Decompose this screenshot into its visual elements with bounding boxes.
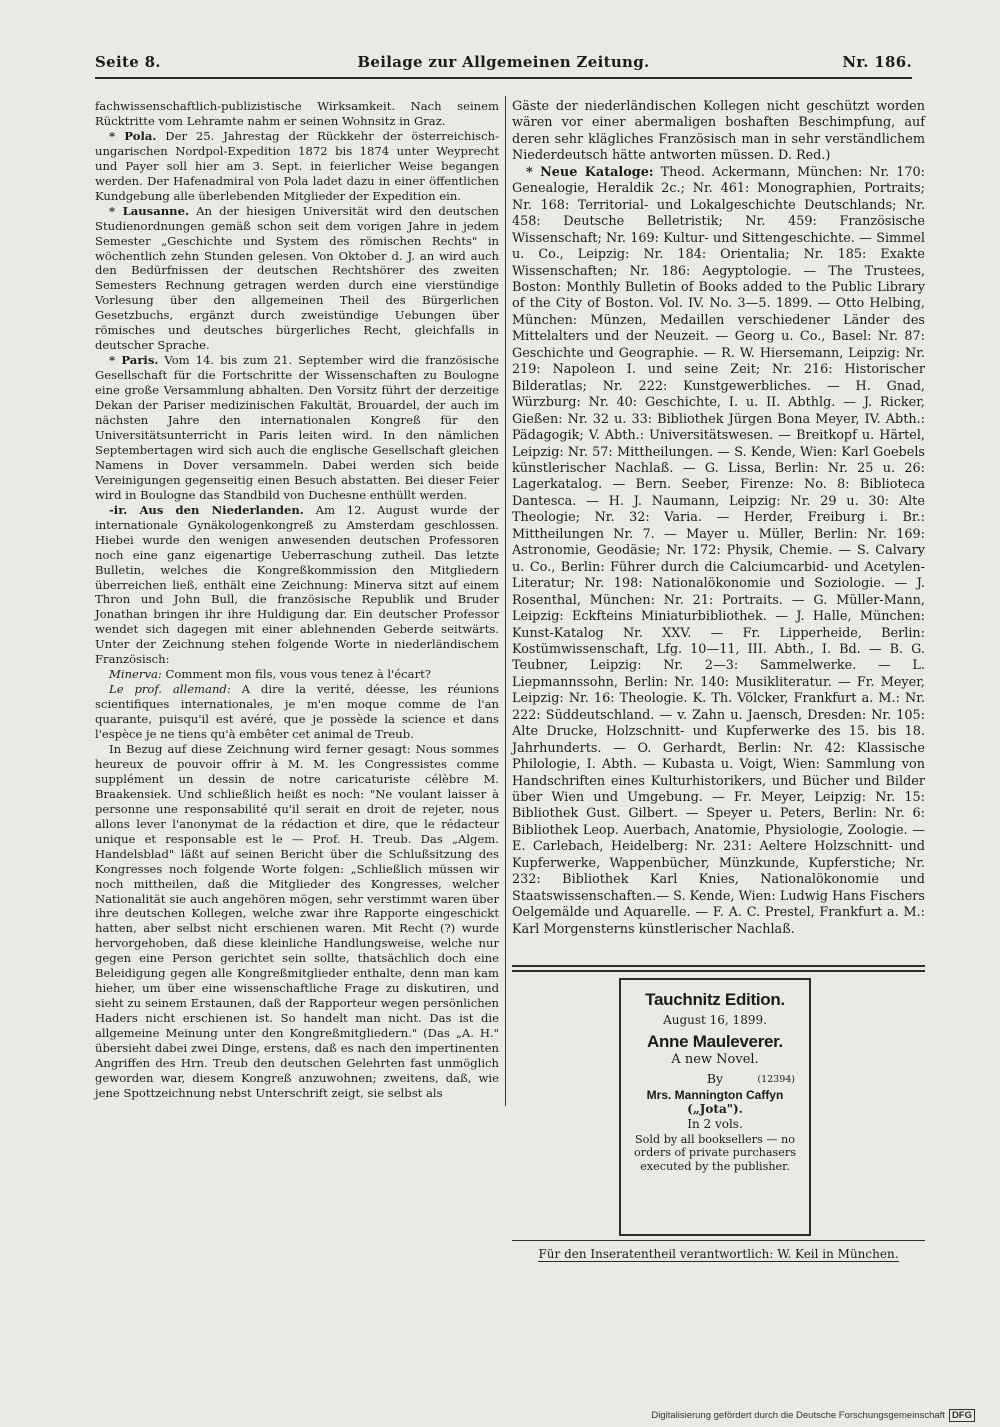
news-item	[95, 204, 499, 354]
advert-novel-title: Anne Mauleverer.	[647, 1031, 783, 1051]
item-heading: * Lausanne.	[109, 203, 189, 218]
advert-by: By	[706, 1070, 724, 1086]
item-text: A dire la verité, déesse, les réunions scientifiques internationales, je m'en moque comme de l'an quarante, puisqu'il est avéré, que je possède la science et dans l'espèce je ne tiens qu'à embêter cet animal de Treub.	[95, 682, 499, 742]
item-heading: Le prof. allemand:	[109, 682, 231, 697]
advert-title: Tauchnitz Edition.	[645, 990, 785, 1009]
advert-volumes: In 2 vols.	[687, 1116, 743, 1131]
advert-author: Mrs. Mannington Caffyn	[646, 1087, 784, 1102]
news-item	[95, 353, 499, 503]
dfg-logo: DFG	[949, 1409, 975, 1422]
advert-separator-top	[512, 965, 925, 967]
news-item	[95, 129, 499, 204]
item-text: Theod. Ackermann, München: Nr. 170: Genealogie, Heraldik 2c.; Nr. 461: Monographien, Portraits; Nr. 168: Territorial- und Lokalgeschichte Deutschlands; Nr. 458: Deutsche Belletristik; Nr. 459: Französische Wissenschaft; Nr. 169: Kultur- und Sittengeschichte. — Simmel u. Co., Leipzig: Nr. 184: Orientalia; Nr. 185: Exakte Wissenschaften; Nr. 186: Aegyptologie. — The Trustees, Boston: Monthly Bulletin of Books added to the Public Library of the City of Boston. Vol. IV. No. 3—5. 1899. — Otto Helbing, München: Münzen, Medaillen verschiedener Länder des Mittelalters und der Neuzeit. — Georg u. Co., Basel: Nr. 87: Geschichte und Geographie. — R. W. Hiersemann, Leipzig: Nr. 219: Napoleon I. und seine Zeit; Nr. 216: Historischer Bilderatlas; Nr. 222: Kunstgewerbliches. — H. Gnad, Würzburg: Nr. 40: Geschichte, I. u. II. Abthlg. — J. Ricker, Gießen: Nr. 32 u. 33: Bibliothek Jürgen Bona Meyer, IV. Abth.: Pädagogik; V. Abth.: Universitätswesen. — Breitkopf u. Härtel, Leipzig: Nr. 57: Mittheilungen. — S. Kende, Wien: Karl Goebels künstlerischer Nachlaß. — G. Lissa, Berlin: Nr. 25 u. 26: Lagerkatalog. — Bern. Seeber, Firenze: No. 8: Biblioteca Dantesca. — H. J. Naumann, Leipzig: Nr. 29 u. 30: Alte Theologie; Nr. 32: Varia. — Herder, Freiburg i. Br.: Mittheilungen Nr. 7. — Mayer u. Müller, Berlin: Nr. 169: Astronomie, Geodäsie; Nr. 172: Physik, Chemie. — S. Calvary u. Co., Berlin: Führer durch die Calciumcarbid- und Acetylen-Literatur; Nr. 198: Nationalökonomie und Soziologie. — J. Rosenthal, München: Nr. 21: Portraits. — G. Müller-Mann, Leipzig: Eckfteins Miniaturbibliothek. — J. Halle, München: Kunst-Katalog Nr. XXV. — Fr. Lipperheide, Berlin: Kostümwissenschaft, Lfg. 10—11, III. Abth., I. Bd. — B. G. Teubner, Leipzig: Nr. 2—3: Sammelwerke. — L. Liepmannssohn, Berlin: Nr. 140: Musikliteratur. — Fr. Meyer, Leipzig: Nr. 16: Theologie. K. Th. Völcker, Frankfurt a. M.: Nr. 222: Süddeutschland. — v. Zahn u. Jaensch, Dresden: Nr. 105: Alte Drucke, Holzschnitt- und Kupferwerke des 15. bis 18. Jahrhunderts. — O. Gerhardt, Berlin: Nr. 42: Klassische Philologie, I. Abth. — Kubasta u. Voigt, Wien: Sammlung von Handschriften eines Kulturhistorikers, und Bücher und Bilder über Wien und Umgebung. — Fr. Meyer, Leipzig: Nr. 15: Bibliothek Gust. Gilbert. — Speyer u. Peters, Berlin: Nr. 6: Bibliothek Leop. Auerbach, Anatomie, Physiologie, Zoologie. — E. Carlebach, Heidelberg: Nr. 231: Aeltere Holzschnitt- und Kupferwerke, Wappenbücher, Münzkunde, Kupferstiche; Nr. 232: Bibliothek Karl Knies, Nationalökonomie und Staatswissenschaften.— S. Kende, Wien: Ludwig Hans Fischers Oelgemälde und Aquarelle. — F. A. C. Prestel, Frankfurt a. M.: Karl Morgensterns künstlerischer Nachlaß.	[512, 164, 925, 937]
item-text: Am 12. August wurde der internationale Gynäkologenkongreß zu Amsterdam geschlossen. Hiebei wurde den wenigen anwesenden deutschen Professoren noch eine ganz eigenartige Ueberraschung zutheil. Das letzte Bulletin, welches die Kongreßkommission den Mitgliedern überreichen ließ, enthält eine Zeichnung: Minerva sitzt auf einem Thron und John Bull, die französische Republik und Bruder Jonathan bringen ihr ihre Huldigung dar. Ein deutscher Professor wendet sich dagegen mit einer ablehnenden Geberde seitwärts. Unter der Zeichnung stehen folgende Worte in niederländischem Französisch:	[95, 502, 499, 667]
advert-nickname: („Jota").	[687, 1102, 743, 1117]
news-item	[95, 503, 499, 667]
footer-rule	[512, 1240, 925, 1241]
news-item	[512, 99, 925, 165]
tauchnitz-advert	[619, 978, 811, 1236]
quote-paragraph	[95, 682, 499, 742]
advert-by-line	[621, 1071, 809, 1086]
header-rule	[95, 77, 912, 79]
page-header	[95, 53, 912, 77]
right-column	[512, 99, 925, 938]
item-heading: -ir. Aus den Niederlanden.	[109, 502, 304, 517]
supplement-title: Beilage zur Allgemeinen Zeitung.	[357, 53, 650, 71]
news-item	[95, 742, 499, 1101]
item-heading: * Pola.	[109, 128, 157, 143]
news-item	[95, 99, 499, 129]
item-text: An der hiesigen Universität wird den deutschen Studienordnungen gemäß schon seit dem vorigen Jahre in jedem Semester „Geschichte und System des römischen Rechts" in wöchentlich zehn Stunden gelesen. Von Oktober d. J. an wird auch den Bedürfnissen der deutschen Rechtshörer des zweiten Semesters Rechnung getragen werden durch eine vierstündige Vorlesung über den allgemeinen Theil des Bürgerlichen Gesetzbuchs, ergänzt durch zweistündige Uebungen über römisches und deutsches bürgerliches Recht, gleichfalls in deutscher Sprache.	[95, 203, 499, 353]
digitization-credit	[651, 1410, 975, 1421]
advert-subtitle: A new Novel.	[671, 1052, 759, 1068]
item-text: In Bezug auf diese Zeichnung wird ferner gesagt: Nous sommes heureux de pouvoir offrir à M. M. les Congressistes comme supplément un dessin de notre caricaturiste célèbre M. Braakensiek. Und schließlich heißt es noch: "Ne voulant laisser à personne une responsabilité qu'il serait en droit de rejeter, nous allons lever l'anonymat de la rédaction et dire, que le rédacteur unique et responsable est le — Prof. H. Treub. Das „Algem. Handelsblad" läßt auf seinen Bericht über die Schlußsitzung des Kongresses noch folgende Worte folgen: „Schließlich müssen wir noch mittheilen, daß die Mitglieder des Kongresses, welcher Nationalität sie auch angehören mögen, sehr verstimmt waren über ihre deutschen Kollegen, welche zwar ihre Rapporte eingeschickt hatten, aber selbst nicht erschienen waren. Mit Recht (?) wurde hervorgehoben, daß diese kleinliche Handlungsweise, welche nur gegen eine Person gerichtet sein sollte, thatsächlich doch eine Beleidigung gegen alle Kongreßmitglieder enthalte, denn man kam hieher, um über eine wissenschaftliche Frage zu diskutiren, und sieht zu seinem Erstaunen, daß der Rapporteur wegen persönlichen Haders nicht erschienen ist. So handelt man nicht. Das ist die allgemeine Meinung unter den Kongreßmitgliedern." (Das „A. H." übersieht dabei zwei Dinge, erstens, daß es nach den impertinenten Angriffen des Hrn. Treub den deutschen Gelehrten fast unmöglich geworden war, diesem Kongreß anzuwohnen; zweitens, daß, wie jene Spottzeichnung nebst Unterschrift zeigt, sie selbst als	[95, 741, 499, 1100]
item-text: Vom 14. bis zum 21. September wird die französische Gesellschaft für die Fortschritte der Wissenschaften zu Boulogne eine große Versammlung abhalten. Den Vorsitz führt der derzeitige Dekan der Pariser medizinischen Fakultät, Brouardel, der auch im nächsten Jahre den internationalen Kongreß für den Universitätsunterricht in Paris leiten wird. In den nämlichen Septembertagen wird sich auch die englische Gesellschaft gleichen Namens in Dover versammeln. Dabei werden sich beide Vereinigungen gegenseitig einen Besuch abstatten. Bei dieser Feier wird in Boulogne das Standbild von Duchesne enthüllt werden.	[95, 353, 499, 502]
page-number: Seite 8.	[95, 53, 161, 71]
item-text: Der 25. Jahrestag der Rückkehr der österreichisch-ungarischen Nordpol-Expedition 1872 bis 1874 unter Weyprecht und Payer soll hier am 3. Sept. in feierlicher Weise begangen werden. Der Hafenadmiral von Pola ladet dazu in einer öffentlichen Kundgebung alle überlebenden Mitglieder der Expedition ein.	[95, 128, 499, 203]
issue-number: Nr. 186.	[842, 53, 912, 71]
item-text: Gäste der niederländischen Kollegen nicht geschützt worden wären vor einer abermaligen boshaften Beschimpfung, auf deren sehr klägliches Französisch man in sehr verständlichem Niederdeutsch hätte antworten müssen. D. Red.)	[512, 99, 925, 164]
item-text: Comment mon fils, vous vous tenez à l'écart?	[161, 667, 431, 682]
advert-separator-bottom	[512, 970, 925, 972]
left-column	[95, 99, 499, 1101]
advert-code: (12394)	[757, 1073, 795, 1085]
advert-responsibility-text: Für den Inseratentheil verantwortlich: W. Keil in München.	[538, 1247, 899, 1261]
credit-text: Digitalisierung gefördert durch die Deutsche Forschungsgemeinschaft	[651, 1410, 945, 1421]
advert-date: August 16, 1899.	[663, 1013, 767, 1028]
item-heading: Minerva:	[109, 667, 162, 682]
item-heading: * Paris.	[109, 353, 159, 368]
quote-paragraph	[95, 667, 499, 682]
item-text: fachwissenschaftlich-publizistische Wirksamkeit. Nach seinem Rücktritte vom Lehramte nahm er seinen Wohnsitz in Graz.	[95, 99, 499, 128]
item-heading: * Neue Kataloge:	[526, 164, 654, 180]
advert-responsibility-line	[512, 1247, 925, 1261]
advert-sold-note: Sold by all booksellers — no orders of private purchasers executed by the publisher.	[633, 1132, 796, 1173]
column-divider	[505, 96, 506, 1106]
news-item	[512, 165, 925, 938]
